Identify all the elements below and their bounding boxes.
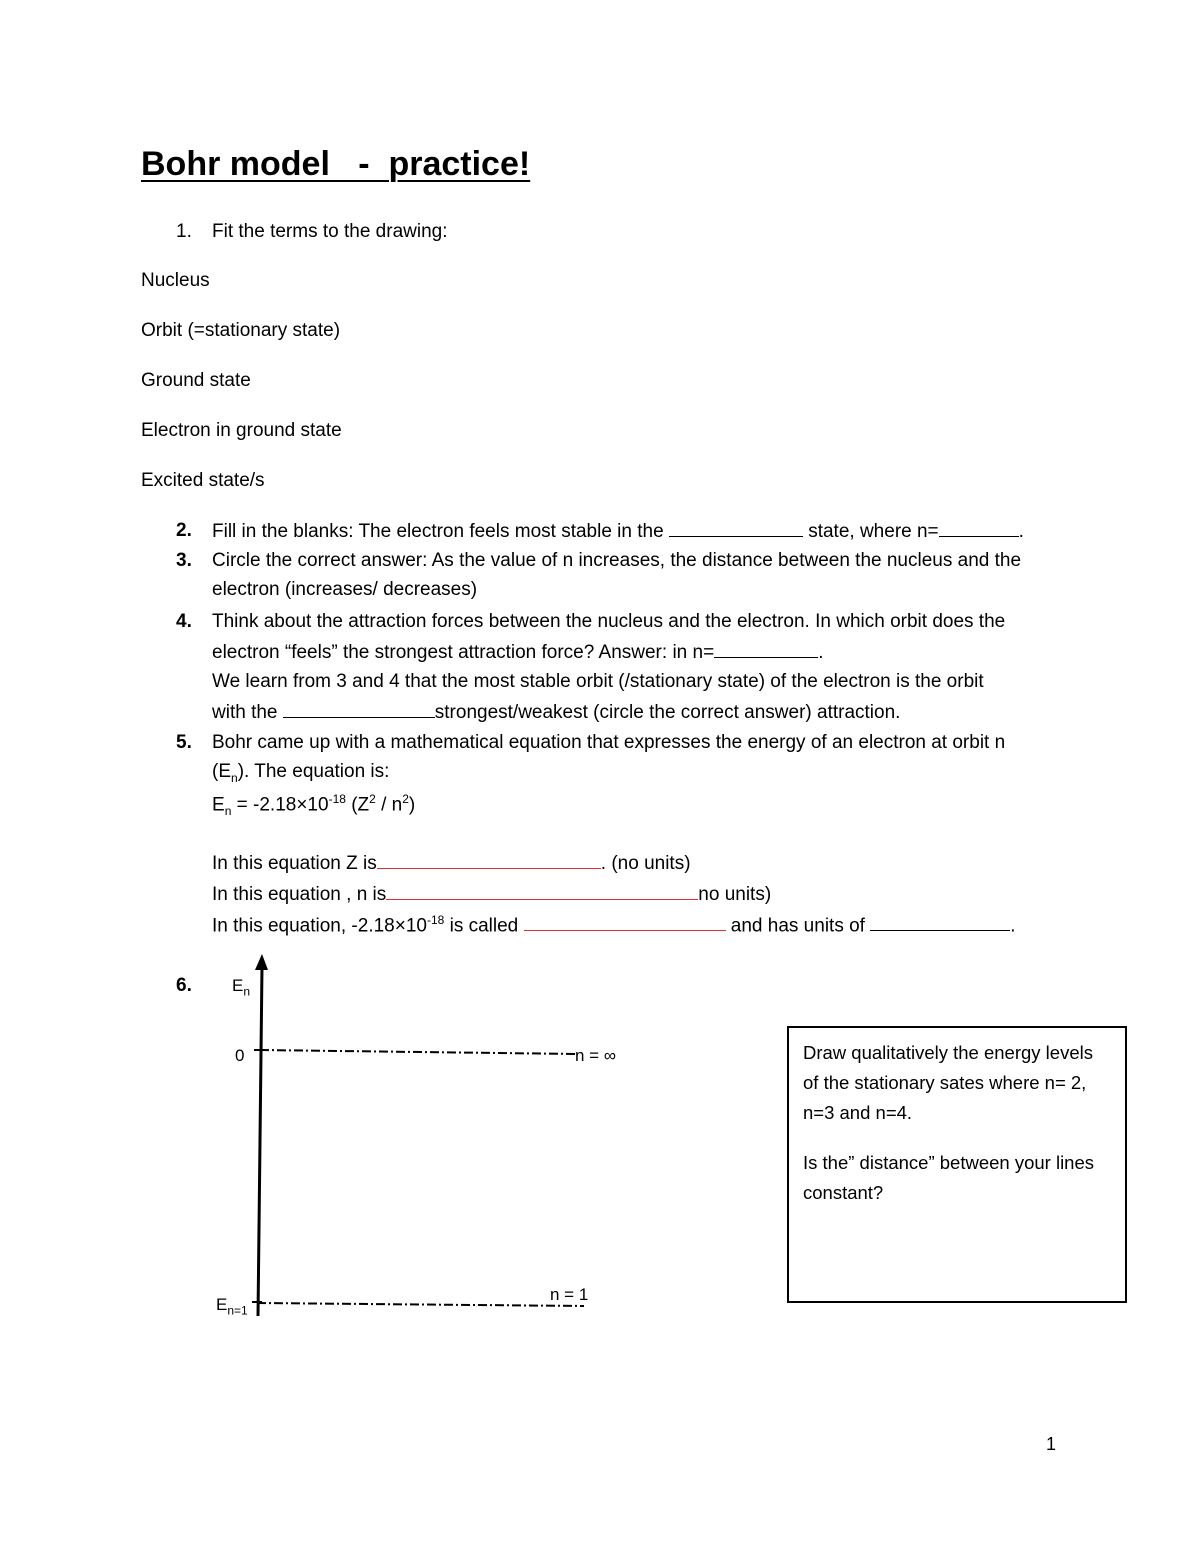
q4-line4-a: with the	[212, 702, 283, 723]
q5-n-a: In this equation , n is	[212, 884, 387, 905]
eq-z2: 2	[369, 792, 376, 806]
q4-line4-b: strongest/weakest (circle the correct answer) attraction.	[434, 702, 901, 723]
instruction-box	[787, 1026, 1127, 1303]
q2-number: 2.	[176, 520, 192, 541]
energy-axis	[258, 966, 262, 1316]
q5-z-a: In this equation Z is	[212, 853, 377, 874]
q5-c-a: In this equation, -2.18×10	[212, 915, 427, 937]
q5-c-d: .	[1010, 915, 1016, 937]
axis-label	[232, 976, 250, 998]
q5-line2-a: (E	[212, 761, 231, 782]
axis-label-sub: n	[243, 984, 251, 999]
q1-text: Fit the terms to the drawing:	[212, 221, 448, 242]
q5-line2-sub: n	[231, 770, 238, 785]
eq-sub: n	[224, 804, 232, 819]
eq-a: = -2.18×10	[231, 794, 329, 816]
en1-label-E: E	[216, 1295, 228, 1314]
q1-number: 1.	[176, 221, 192, 242]
q5-c-c: and has units of	[725, 915, 871, 937]
q2-text-a: Fill in the blanks: The electron feels most stable in the	[212, 521, 669, 542]
term-nucleus: Nucleus	[141, 270, 210, 291]
q5-z-b: . (no units)	[600, 853, 691, 874]
term-excited-states: Excited state/s	[141, 470, 265, 491]
box-question: Is the” distance” between your lines constant?	[803, 1152, 1095, 1203]
eq-d: )	[408, 794, 416, 816]
eq-n2: 2	[402, 792, 409, 806]
q4-number: 4.	[176, 611, 192, 632]
q3-line1: Circle the correct answer: As the value of n increases, the distance between the nucleus and the	[212, 550, 1022, 571]
page-number: 1	[1046, 1434, 1057, 1454]
axis-label-E: E	[232, 976, 244, 995]
q2-text-b: state, where n=	[802, 521, 939, 542]
q5-line1: Bohr came up with a mathematical equation that expresses the energy of an electron at orbit n	[212, 732, 1006, 753]
axis-arrow-icon	[255, 954, 268, 970]
n1-label: n = 1	[550, 1285, 589, 1304]
q3-number: 3.	[176, 550, 192, 571]
q5-c-exp: -18	[426, 913, 445, 927]
eq-b: (Z	[345, 794, 370, 816]
eq-c: / n	[375, 794, 403, 816]
q4-line1: Think about the attraction forces between the nucleus and the electron. In which orbit does the	[212, 611, 1006, 632]
q5-n-b: no units)	[698, 884, 772, 905]
eq-exp: -18	[328, 792, 346, 806]
q3-line2: electron (increases/ decreases)	[212, 579, 478, 600]
q5-number: 5.	[176, 732, 192, 753]
n-infinity-label: n = ∞	[575, 1046, 616, 1065]
term-ground-state: Ground state	[141, 370, 251, 391]
q4-line2-b: .	[818, 642, 824, 663]
eq-E: E	[212, 794, 225, 816]
level-n-infinity	[260, 1050, 578, 1054]
q4-line2-a: electron “feels” the strongest attraction force? Answer: in n=	[212, 642, 715, 663]
q5-line2-b: ). The equation is:	[237, 761, 390, 782]
q5-c-b: is called	[444, 915, 524, 937]
box-instruction: Draw qualitatively the energy levels of the stationary sates where n= 2, n=3 and n=4.	[803, 1042, 1093, 1123]
en1-label-sub: n=1	[227, 1303, 248, 1318]
q6-number: 6.	[176, 975, 192, 996]
level-n-1	[257, 1303, 584, 1306]
en1-label	[216, 1295, 248, 1317]
zero-label: 0	[235, 1046, 245, 1065]
term-orbit: Orbit (=stationary state)	[141, 320, 341, 341]
q4-line3: We learn from 3 and 4 that the most stable orbit (/stationary state) of the electron is the orbit	[212, 671, 984, 692]
q2-text-c: .	[1018, 521, 1024, 542]
page-title: Bohr model - practice!	[141, 145, 531, 183]
term-electron-ground-state: Electron in ground state	[141, 420, 342, 441]
